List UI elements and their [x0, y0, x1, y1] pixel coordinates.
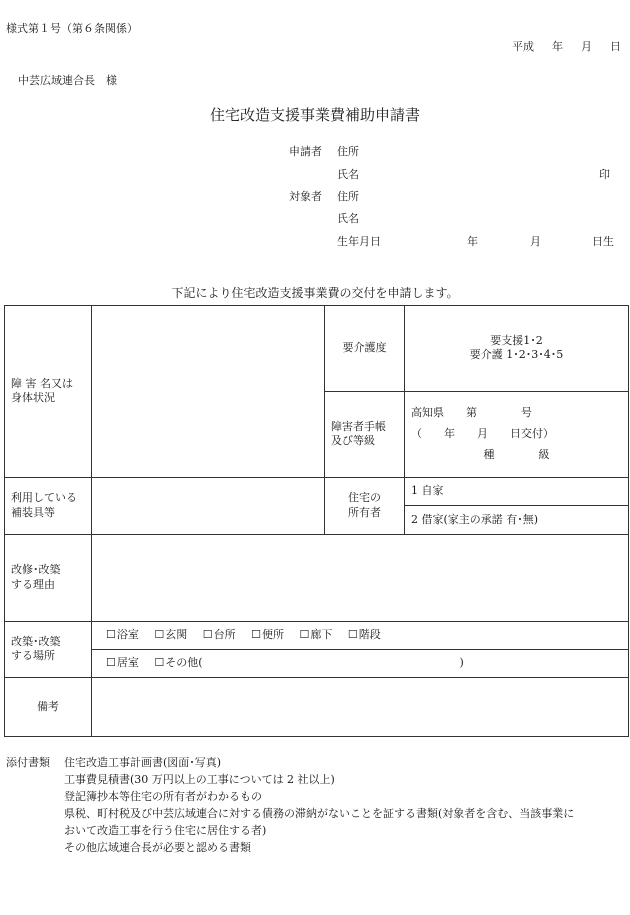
checkbox-hallway[interactable] — [300, 628, 333, 641]
attachment-item: おいて改造工事を行う住宅に居住する者) — [64, 824, 267, 837]
checkbox-label: 便所 — [262, 627, 284, 641]
care-level-options[interactable] — [405, 306, 629, 392]
date-month: 月 — [581, 40, 592, 53]
handbook-prefecture: 高知県 第 号 — [411, 406, 532, 420]
addressee: 中芸広域連合長 様 — [18, 74, 117, 87]
subject-address-label: 住所 — [337, 190, 359, 203]
seal-mark: 印 — [599, 168, 610, 181]
owner-option-own[interactable]: 1 自家 — [405, 477, 629, 505]
checkbox-label: 玄関 — [165, 627, 188, 641]
applicant-name-label: 氏名 — [337, 168, 359, 181]
attachment-item: 住宅改造工事計画書(図面･写真) — [64, 756, 222, 769]
checkbox-icon: ☐ — [106, 627, 116, 641]
checkbox-stairs[interactable] — [348, 628, 381, 641]
checkbox-icon: ☐ — [251, 627, 261, 641]
date-line — [512, 38, 621, 54]
disability-field[interactable] — [92, 306, 325, 478]
disability-label: 障 害 名又は 身体状況 — [5, 306, 92, 478]
subject-label: 対象者 — [289, 190, 322, 203]
places-row-1 — [92, 621, 629, 649]
handbook-grade: 種 級 — [483, 447, 550, 461]
reason-field[interactable] — [92, 534, 629, 621]
checkbox-icon: ☐ — [154, 627, 165, 641]
attachment-item: 登記簿抄本等住宅の所有者がわかるもの — [64, 790, 262, 803]
checkbox-label: 居室 — [116, 656, 139, 670]
applicant-address-label: 住所 — [337, 145, 359, 158]
date-era: 平成 — [512, 40, 534, 53]
date-day: 日 — [610, 40, 621, 53]
checkbox-label: 浴室 — [116, 627, 139, 641]
birth-year: 年 — [467, 235, 478, 248]
checkbox-label: その他( — [165, 656, 203, 670]
attachment-item: その他広域連合長が必要と認める書類 — [64, 841, 251, 854]
document-title: 住宅改造支援事業費補助申請書 — [209, 106, 420, 124]
attachment-item: 工事費見積書(30 万円以上の工事については 2 社以上) — [64, 773, 335, 786]
checkbox-icon: ☐ — [299, 627, 310, 641]
places-row-2 — [92, 649, 629, 677]
checkbox-other[interactable] — [154, 656, 202, 669]
checkbox-label: 台所 — [213, 627, 236, 641]
checkbox-icon: ☐ — [202, 627, 213, 641]
owner-label: 住宅の 所有者 — [325, 477, 405, 534]
checkbox-icon: ☐ — [154, 656, 165, 670]
care-support-option: 要支援1･2 — [490, 333, 543, 347]
checkbox-label: 廊下 — [310, 627, 333, 641]
other-place-close: ) — [459, 656, 464, 670]
birth-month: 月 — [530, 235, 541, 248]
application-table — [4, 305, 629, 737]
checkbox-bath[interactable] — [106, 628, 139, 641]
checkbox-toilet[interactable] — [251, 628, 284, 641]
aids-label: 利用している 補装具等 — [5, 477, 92, 534]
remarks-field[interactable] — [92, 678, 629, 737]
birth-day: 日生 — [592, 235, 614, 248]
subject-name-label: 氏名 — [337, 212, 359, 225]
subject-birth-label: 生年月日 — [337, 235, 381, 248]
attachment-item: 県税、町村税及び中芸広域連合に対する債務の滞納がないことを証する書類(対象者を含む、当該事業に — [64, 807, 575, 820]
handbook-label: 障害者手帳 及び等級 — [325, 391, 405, 477]
checkbox-entrance[interactable] — [154, 628, 187, 641]
attachments — [6, 754, 618, 856]
attachments-label: 添付書類 — [6, 756, 50, 769]
date-year: 年 — [552, 40, 563, 53]
care-levels-option: 要介護 1･2･3･4･5 — [469, 348, 564, 362]
owner-option-rent[interactable]: 2 借家(家主の承諾 有･無) — [405, 506, 629, 534]
checkbox-label: 階段 — [358, 627, 381, 641]
applicant-label: 申請者 — [289, 145, 322, 158]
checkbox-kitchen[interactable] — [203, 628, 236, 641]
checkbox-icon: ☐ — [347, 627, 358, 641]
handbook-field[interactable] — [405, 391, 629, 477]
places-label: 改築･改築 する場所 — [5, 621, 92, 678]
remarks-label: 備考 — [5, 678, 92, 737]
care-level-label: 要介護度 — [325, 306, 405, 392]
intro-statement: 下記により住宅改造支援事業費の交付を申請します。 — [171, 286, 459, 300]
form-number: 様式第１号（第６条関係） — [6, 22, 138, 35]
checkbox-icon: ☐ — [106, 656, 116, 670]
handbook-issued: （ 年 月 日交付） — [411, 427, 554, 441]
aids-field[interactable] — [92, 477, 325, 534]
reason-label: 改修･改築 する理由 — [5, 534, 92, 621]
checkbox-living-room[interactable] — [106, 656, 139, 669]
